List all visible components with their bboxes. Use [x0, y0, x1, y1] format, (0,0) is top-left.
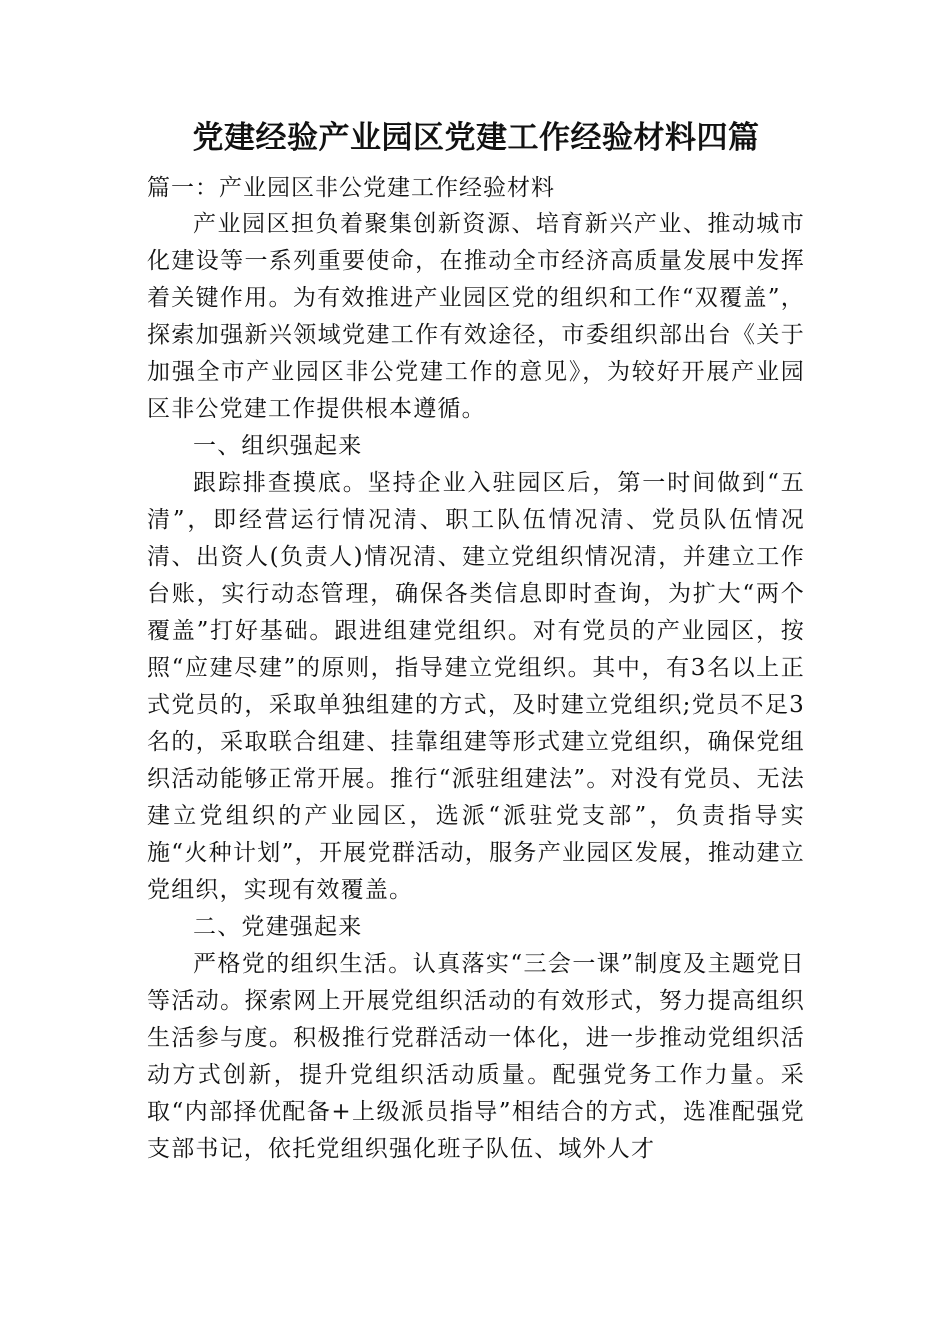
- section-1-paragraph: 跟踪排查摸底。坚持企业入驻园区后，第一时间做到“五清”，即经营运行情况清、职工队伍情况清、党员队伍情况清、出资人(负责人)情况清、建立党组织情况清，并建立工作台账，实行动态管理，确保各类信息即时查询，为扩大“两个覆盖”打好基础。跟进组建党组织。对有党员的产业园区，按照“应建尽建”的原则，指导建立党组织。其中，有3名以上正式党员的，采取单独组建的方式，及时建立党组织;党员不足3名的，采取联合组建、挂靠组建等形式建立党组织，确保党组织活动能够正常开展。推行“派驻组建法”。对没有党员、无法建立党组织的产业园区，选派“派驻党支部”，负责指导实施“火种计划”，开展党群活动，服务产业园区发展，推动建立党组织，实现有效覆盖。: [147, 470, 805, 903]
- section-2-paragraph: 严格党的组织生活。认真落实“三会一课”制度及主题党日等活动。探索网上开展党组织活动的有效形式，努力提高组织生活参与度。积极推行党群活动一体化，进一步推动党组织活动方式创新，提升党组织活动质量。配强党务工作力量。采取“内部择优配备+上级派员指导”相结合的方式，选准配强党支部书记，依托党组织强化班子队伍、域外人才: [147, 951, 805, 1162]
- document-page: [147, 116, 805, 1168]
- intro-paragraph: 产业园区担负着聚集创新资源、培育新兴产业、推动城市化建设等一系列重要使命，在推动全市经济高质量发展中发挥着关键作用。为有效推进产业园区党的组织和工作“双覆盖”，探索加强新兴领域党建工作有效途径，市委组织部出台《关于加强全市产业园区非公党建工作的意见》，为较好开展产业园区非公党建工作提供根本遵循。: [147, 211, 805, 422]
- document-title: 党建经验产业园区党建工作经验材料四篇: [192, 120, 760, 156]
- section-heading-2: 二、党建强起来: [193, 914, 363, 940]
- section-heading-1: 一、组织强起来: [193, 433, 363, 459]
- article-subtitle: 篇一：产业园区非公党建工作经验材料: [147, 175, 555, 201]
